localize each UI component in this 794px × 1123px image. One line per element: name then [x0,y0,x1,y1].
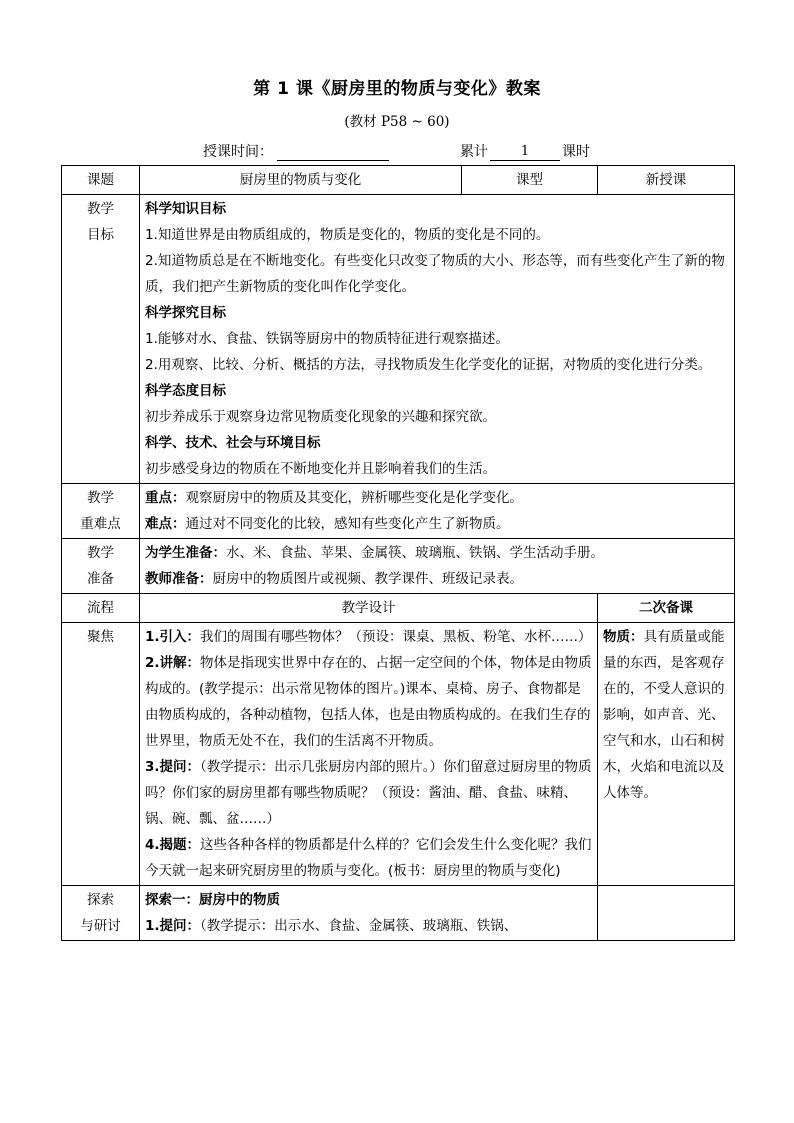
knowledge-goal-2: 2.知道物质总是在不断地变化。有些变化只改变了物质的大小、形态等，而有些变化产生了新的物质，我们把产生新物质的变化叫作化学变化。 [145,253,725,295]
explore-label: 探索 与研讨 [62,886,140,941]
teaching-time-blank [277,144,389,161]
explore-row [62,886,735,941]
teaching-time [203,141,389,161]
lesson-plan-table [61,165,735,941]
attitude-goal-title: 科学态度目标 [145,383,226,399]
explore-title: 探索一：厨房中的物质 [145,892,280,908]
teaching-time-label: 授课时间： [203,144,273,160]
inquiry-goal-title: 科学探究目标 [145,305,226,321]
attitude-goal-1: 初步养成乐于观察身边常见物质变化现象的兴趣和探究欲。 [145,409,496,425]
knowledge-goal-1: 1.知道世界是由物质组成的，物质是变化的，物质的变化是不同的。 [145,227,550,243]
explore-note [598,886,735,941]
teacher-prep: 教师准备：厨房中的物质图片或视频、教学课件、班级记录表。 [145,571,523,587]
topic-label: 课题 [62,166,140,195]
difficulty-point: 难点：通过对不同变化的比较，感知有些变化产生了新物质。 [145,516,510,532]
focus-step-2: 2.讲解：物体是指现实世界中存在的、占据一定空间的个体，物体是由物质构成的。(教学提示：出示常见物体的图片。)课本、桌椅、房子、食物都是由物质构成的，各种动植物，包括人体，也是由物质构成的。在我们生存的世界里，物质无处不在，我们的生活离不开物质。 [145,655,592,749]
focus-content [140,623,598,886]
key-points-content [140,484,735,539]
lesson-count-suffix: 课时 [562,144,590,160]
focus-step-1: 1.引入：我们的周围有哪些物体？（预设：课桌、黑板、粉笔、水杯……） [145,629,592,645]
key-points-label: 教学 重难点 [62,484,140,539]
lesson-count [460,141,590,161]
inquiry-goal-2: 2.用观察、比较、分析、概括的方法，寻找物质发生化学变化的证据，对物质的变化进行分类。 [145,357,712,373]
sts-goal-1: 初步感受身边的物质在不断地变化并且影响着我们的生活。 [145,461,496,477]
topic-row [62,166,735,195]
focus-step-3: 3.提问：（教学提示：出示几张厨房内部的照片。）你们留意过厨房里的物质吗？你们家的厨房里都有哪些物质呢？（预设：酱油、醋、食盐、味精、锅、碗、瓢、盆……） [145,759,592,827]
lesson-count-prefix: 累计 [460,144,488,160]
type-value: 新授课 [598,166,735,195]
design-header: 教学设计 [140,594,598,623]
goals-content [140,195,735,484]
inquiry-goal-1: 1.能够对水、食盐、铁锅等厨房中的物质特征进行观察描述。 [145,331,509,347]
lesson-count-value: 1 [490,144,560,161]
explore-step-1: 1.提问：（教学提示：出示水、食盐、金属筷、玻璃瓶、铁锅、 [145,918,518,934]
goals-label: 教学 目标 [62,195,140,484]
prep-label: 教学 准备 [62,539,140,594]
student-prep: 为学生准备：水、米、食盐、苹果、金属筷、玻璃瓶、铁锅、学生活动手册。 [145,545,604,561]
explore-content [140,886,598,941]
focus-row [62,623,735,886]
flow-header-row [62,594,735,623]
focus-step-4: 4.揭题：这些各种各样的物质都是什么样的？它们会发生什么变化呢？我们今天就一起来研究厨房里的物质与变化。(板书：厨房里的物质与变化) [145,837,592,879]
topic-value: 厨房里的物质与变化 [140,166,462,195]
prep-row [62,539,735,594]
prep-content [140,539,735,594]
key-points-row [62,484,735,539]
textbook-pages: (教材 P58 ~ 60) [344,114,450,130]
focus-point: 重点：观察厨房中的物质及其变化，辨析哪些变化是化学变化。 [145,490,523,506]
flow-header: 流程 [62,594,140,623]
focus-label: 聚焦 [62,623,140,886]
focus-note: 物质：具有质量或能量的东西，是客观存在的，不受人意识的影响，如声音、光、空气和水，山石和树木，火焰和电流以及人体等。 [598,623,735,886]
secondary-header: 二次备课 [598,594,735,623]
type-label: 课型 [462,166,598,195]
sts-goal-title: 科学、技术、社会与环境目标 [145,435,321,451]
goals-row [62,195,735,484]
knowledge-goal-title: 科学知识目标 [145,201,226,217]
page-title: 第 1 课《厨房里的物质与变化》教案 [253,79,541,99]
